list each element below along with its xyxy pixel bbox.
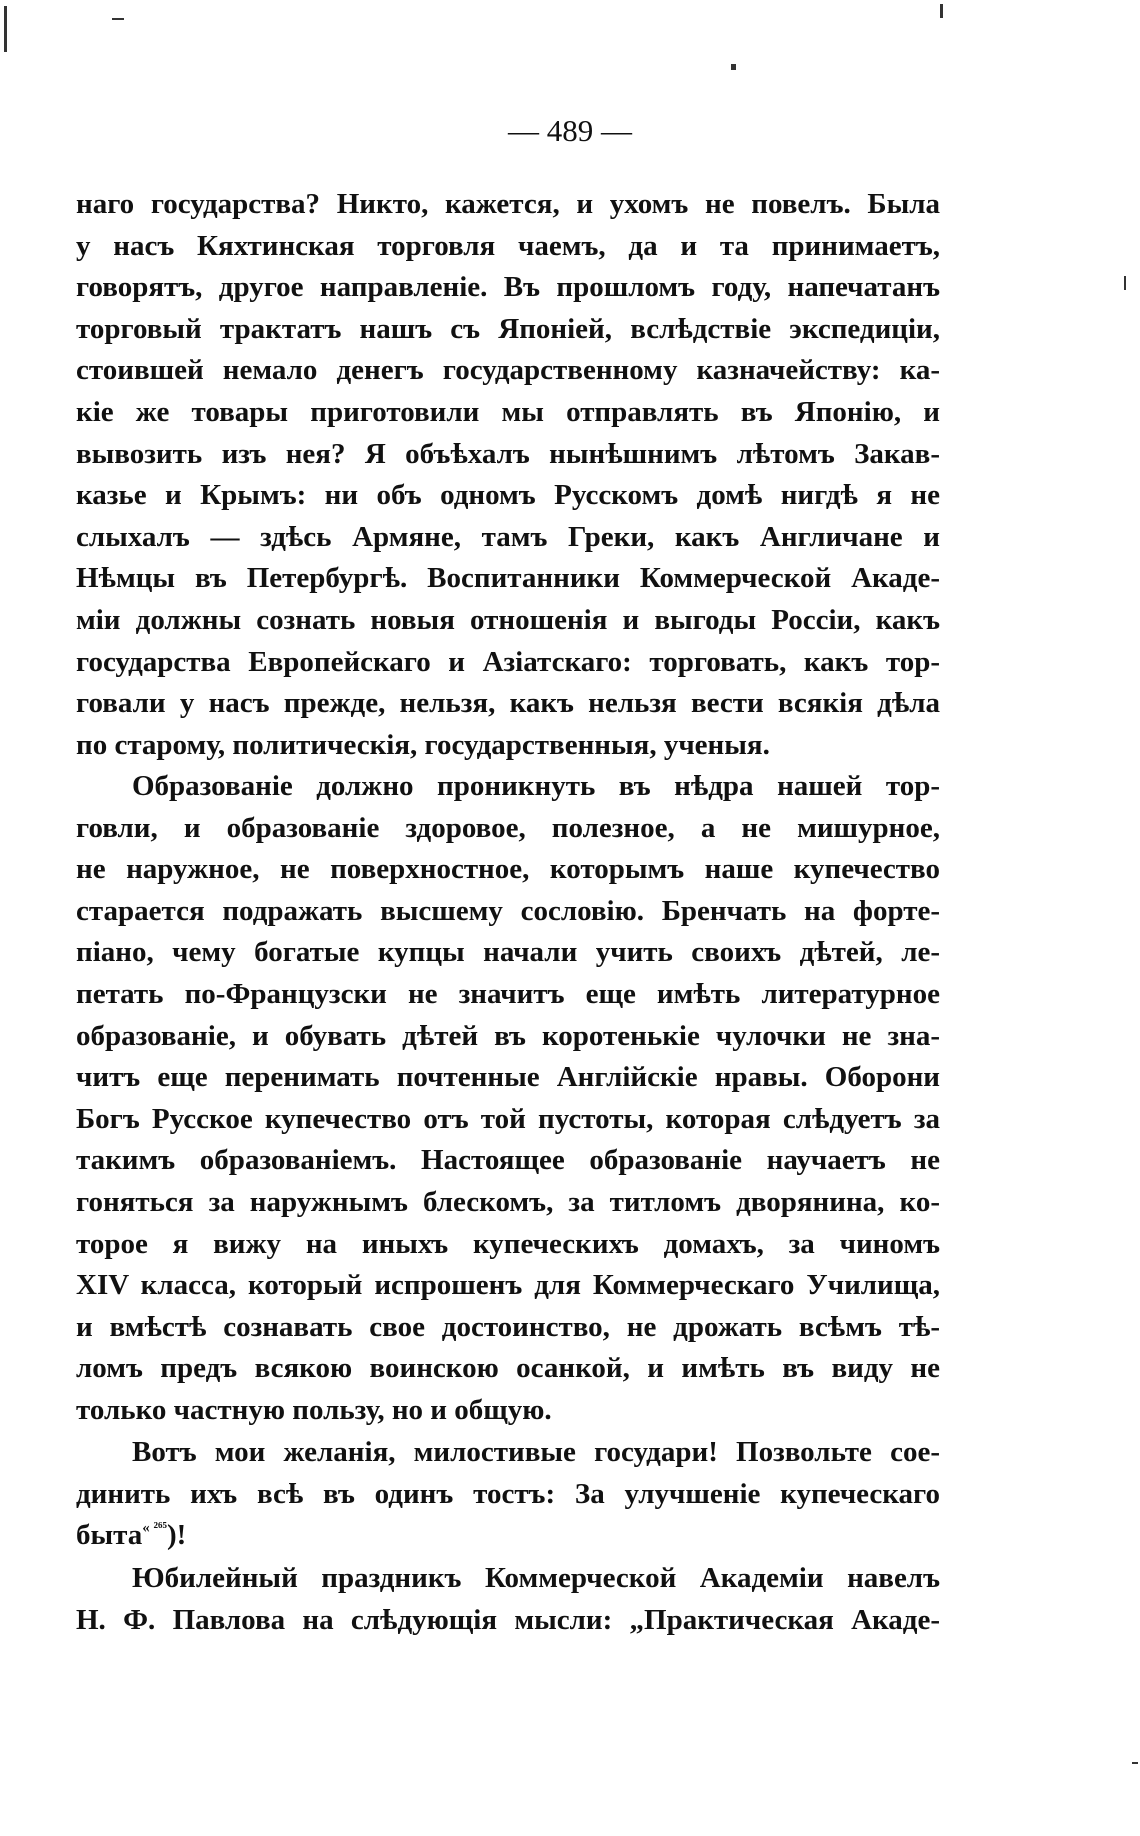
paragraph-4 <box>76 1558 940 1641</box>
text-line: по старому, политическія, государственныя, ученыя. <box>76 728 770 761</box>
text-line: кіе же товары приготовили мы отправлять въ Японію, и <box>76 395 940 428</box>
text-line: говали у насъ прежде, нельзя, какъ нельзя вести всякія дѣла <box>76 687 940 720</box>
text-line: динить ихъ всѣ въ одинъ тостъ: За улучшеніе купеческаго <box>76 1477 940 1510</box>
text-line: Н. Ф. Павлова на слѣдующія мысли: „Практическая Акаде- <box>76 1603 940 1636</box>
text-line: читъ еще перенимать почтенные Англійскіе нравы. Оборони <box>76 1061 940 1094</box>
paragraph-1 <box>76 184 940 766</box>
scan-mark <box>1124 276 1126 290</box>
scan-mark <box>112 18 124 20</box>
scan-mark <box>4 6 7 52</box>
text-line: Образованіе должно проникнуть въ нѣдра нашей тор- <box>132 770 940 802</box>
text-line: торговый трактатъ нашъ съ Японіей, вслѣдствіе экспедиціи, <box>76 312 940 345</box>
text-line: государства Европейскаго и Азіатскаго: торговать, какъ тор- <box>76 645 940 678</box>
text-line: у насъ Кяхтинская торговля чаемъ, да и та принимаетъ, <box>76 229 940 262</box>
text-line: слыхалъ — здѣсь Армяне, тамъ Греки, какъ Англичане и <box>76 520 940 553</box>
footnote-reference: « ²⁶⁵ <box>142 1520 167 1537</box>
text-line: такимъ образованіемъ. Настоящее образованіе научаетъ не <box>76 1144 940 1177</box>
text-line: старается подражать высшему сословію. Бренчать на форте- <box>76 894 940 927</box>
text-line: наго государства? Никто, кажется, и ухомъ не повелъ. Была <box>76 188 940 220</box>
text-line: гоняться за наружнымъ блескомъ, за титломъ дворянина, ко- <box>76 1185 940 1218</box>
text-line: и вмѣстѣ сознавать свое достоинство, не дрожать всѣмъ тѣ- <box>76 1310 940 1343</box>
text-line: говорятъ, другое направленіе. Въ прошломъ году, напечатанъ <box>76 271 940 304</box>
text-line: ломъ предъ всякою воинскою осанкой, и имѣть въ виду не <box>76 1352 940 1385</box>
text-line: Нѣмцы въ Петербургѣ. Воспитанники Коммерческой Акаде- <box>76 562 940 595</box>
paragraph-2 <box>76 766 940 1432</box>
text-fragment: )! <box>167 1519 187 1552</box>
text-line: торое я вижу на иныхъ купеческихъ домахъ, за чиномъ <box>76 1227 940 1260</box>
text-line: міи должны сознать новыя отношенія и выгоды Россіи, какъ <box>76 603 940 636</box>
text-line: только частную пользу, но и общую. <box>76 1393 552 1426</box>
text-line: казье и Крымъ: ни объ одномъ Русскомъ домѣ нигдѣ я не <box>76 479 940 512</box>
scan-mark <box>731 64 736 70</box>
text-line: образованіе, и обувать дѣтей въ коротенькіе чулочки не зна- <box>76 1019 940 1052</box>
text-fragment: быта <box>76 1519 143 1552</box>
text-line: Вотъ мои желанія, милостивые государи! Позвольте сое- <box>132 1436 940 1468</box>
scan-mark <box>1132 1762 1138 1764</box>
text-line-with-footnote <box>76 1515 940 1557</box>
text-line: вывозить изъ нея? Я объѣхалъ нынѣшнимъ лѣтомъ Закав- <box>76 437 940 470</box>
text-line: петать по-Французски не значитъ еще имѣть литературное <box>76 977 940 1010</box>
text-line: піано, чему богатые купцы начали учить своихъ дѣтей, ле- <box>76 936 940 969</box>
paragraph-3 <box>76 1432 940 1557</box>
text-line: Юбилейный праздникъ Коммерческой Академіи навелъ <box>132 1562 940 1594</box>
text-line: XIV класса, который испрошенъ для Коммерческаго Училища, <box>76 1269 940 1302</box>
text-line: говли, и образованіе здоровое, полезное, а не мишурное, <box>76 811 940 844</box>
text-line: не наружное, не поверхностное, которымъ наше купечество <box>76 853 940 886</box>
page-number: — 489 — <box>508 113 632 148</box>
scan-mark <box>940 4 943 18</box>
text-line: стоившей немало денегъ государственному казначейству: ка- <box>76 354 940 387</box>
text-line: Богъ Русское купечество отъ той пустоты, которая слѣдуетъ за <box>76 1102 940 1135</box>
